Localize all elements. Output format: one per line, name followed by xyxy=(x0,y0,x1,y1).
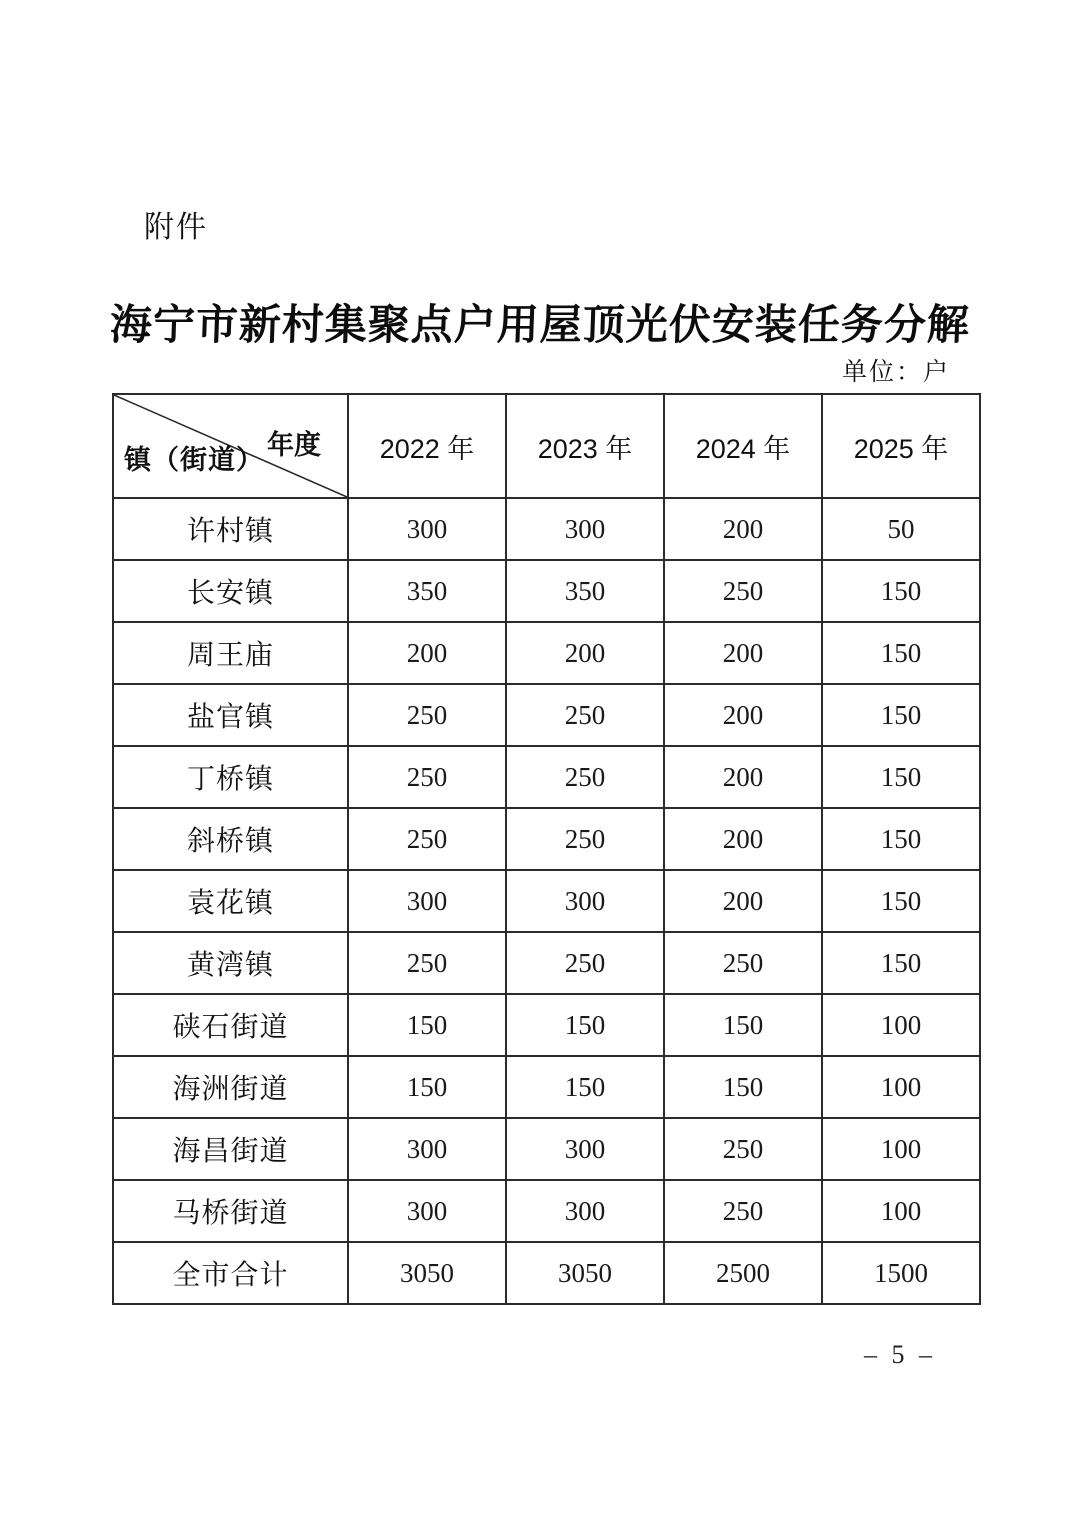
row-value-cell: 50 xyxy=(822,498,980,560)
row-name: 黄湾镇 xyxy=(113,932,348,994)
row-value-cell: 3050 xyxy=(348,1242,506,1304)
row-value-cell: 300 xyxy=(506,870,664,932)
row-value-cell: 200 xyxy=(664,622,822,684)
row-value-cell: 250 xyxy=(348,932,506,994)
table-corner-cell xyxy=(113,394,348,498)
row-value-cell: 150 xyxy=(506,994,664,1056)
row-value-cell: 150 xyxy=(822,808,980,870)
row-value-cell: 200 xyxy=(348,622,506,684)
row-value-cell: 300 xyxy=(506,1118,664,1180)
row-value-cell: 250 xyxy=(664,1118,822,1180)
table-row xyxy=(113,560,980,622)
table-body xyxy=(113,498,980,1304)
table-row xyxy=(113,684,980,746)
row-value-cell: 1500 xyxy=(822,1242,980,1304)
row-name: 许村镇 xyxy=(113,498,348,560)
row-value-cell: 250 xyxy=(506,808,664,870)
column-header-2023: 2023 年 xyxy=(506,394,664,498)
row-value-cell: 100 xyxy=(822,994,980,1056)
table-row xyxy=(113,932,980,994)
row-value-cell: 150 xyxy=(348,994,506,1056)
row-value-cell: 250 xyxy=(506,684,664,746)
header-row xyxy=(113,394,980,498)
row-value-cell: 200 xyxy=(664,870,822,932)
column-header-2024: 2024 年 xyxy=(664,394,822,498)
row-value-cell: 250 xyxy=(664,1180,822,1242)
page-title: 海宁市新村集聚点户用屋顶光伏安装任务分解 xyxy=(109,300,971,349)
row-value-cell: 150 xyxy=(822,560,980,622)
row-value-cell: 100 xyxy=(822,1118,980,1180)
task-breakdown-table xyxy=(112,393,981,1305)
row-value-cell: 200 xyxy=(664,684,822,746)
table-row xyxy=(113,1056,980,1118)
row-value-cell: 350 xyxy=(348,560,506,622)
row-value-cell: 150 xyxy=(664,1056,822,1118)
row-name: 周王庙 xyxy=(113,622,348,684)
row-value-cell: 250 xyxy=(506,932,664,994)
row-value-cell: 200 xyxy=(664,808,822,870)
table-row xyxy=(113,746,980,808)
row-name: 丁桥镇 xyxy=(113,746,348,808)
column-header-2025: 2025 年 xyxy=(822,394,980,498)
row-name: 长安镇 xyxy=(113,560,348,622)
table-row xyxy=(113,1118,980,1180)
row-value-cell: 100 xyxy=(822,1056,980,1118)
row-value-cell: 300 xyxy=(506,498,664,560)
row-value-cell: 300 xyxy=(348,1118,506,1180)
corner-label-year: 年度 xyxy=(267,430,321,460)
table-row xyxy=(113,1242,980,1304)
corner-label-town: 镇（街道） xyxy=(124,445,264,475)
table-row xyxy=(113,498,980,560)
row-value-cell: 200 xyxy=(664,498,822,560)
column-header-2022: 2022 年 xyxy=(348,394,506,498)
row-name: 马桥街道 xyxy=(113,1180,348,1242)
row-value-cell: 250 xyxy=(664,932,822,994)
row-value-cell: 150 xyxy=(822,870,980,932)
row-value-cell: 150 xyxy=(822,932,980,994)
row-value-cell: 250 xyxy=(348,684,506,746)
unit-label: 单位：户 xyxy=(841,359,950,386)
row-value-cell: 250 xyxy=(348,808,506,870)
row-value-cell: 150 xyxy=(822,622,980,684)
row-value-cell: 250 xyxy=(506,746,664,808)
row-value-cell: 150 xyxy=(822,746,980,808)
row-value-cell: 150 xyxy=(664,994,822,1056)
attachment-label: 附件 xyxy=(144,211,208,244)
row-value-cell: 200 xyxy=(664,746,822,808)
row-value-cell: 150 xyxy=(506,1056,664,1118)
row-name: 全市合计 xyxy=(113,1242,348,1304)
table-row xyxy=(113,994,980,1056)
row-value-cell: 250 xyxy=(348,746,506,808)
row-name: 盐官镇 xyxy=(113,684,348,746)
table-row xyxy=(113,808,980,870)
row-value-cell: 300 xyxy=(348,498,506,560)
row-value-cell: 100 xyxy=(822,1180,980,1242)
row-name: 硖石街道 xyxy=(113,994,348,1056)
row-value-cell: 2500 xyxy=(664,1242,822,1304)
row-name: 袁花镇 xyxy=(113,870,348,932)
row-value-cell: 300 xyxy=(506,1180,664,1242)
row-value-cell: 250 xyxy=(664,560,822,622)
table-row xyxy=(113,1180,980,1242)
row-name: 海洲街道 xyxy=(113,1056,348,1118)
row-name: 海昌街道 xyxy=(113,1118,348,1180)
row-name: 斜桥镇 xyxy=(113,808,348,870)
page-number: – 5 – xyxy=(864,1340,936,1369)
row-value-cell: 350 xyxy=(506,560,664,622)
row-value-cell: 300 xyxy=(348,1180,506,1242)
row-value-cell: 150 xyxy=(822,684,980,746)
row-value-cell: 3050 xyxy=(506,1242,664,1304)
row-value-cell: 300 xyxy=(348,870,506,932)
row-value-cell: 200 xyxy=(506,622,664,684)
table-row xyxy=(113,622,980,684)
row-value-cell: 150 xyxy=(348,1056,506,1118)
table-row xyxy=(113,870,980,932)
